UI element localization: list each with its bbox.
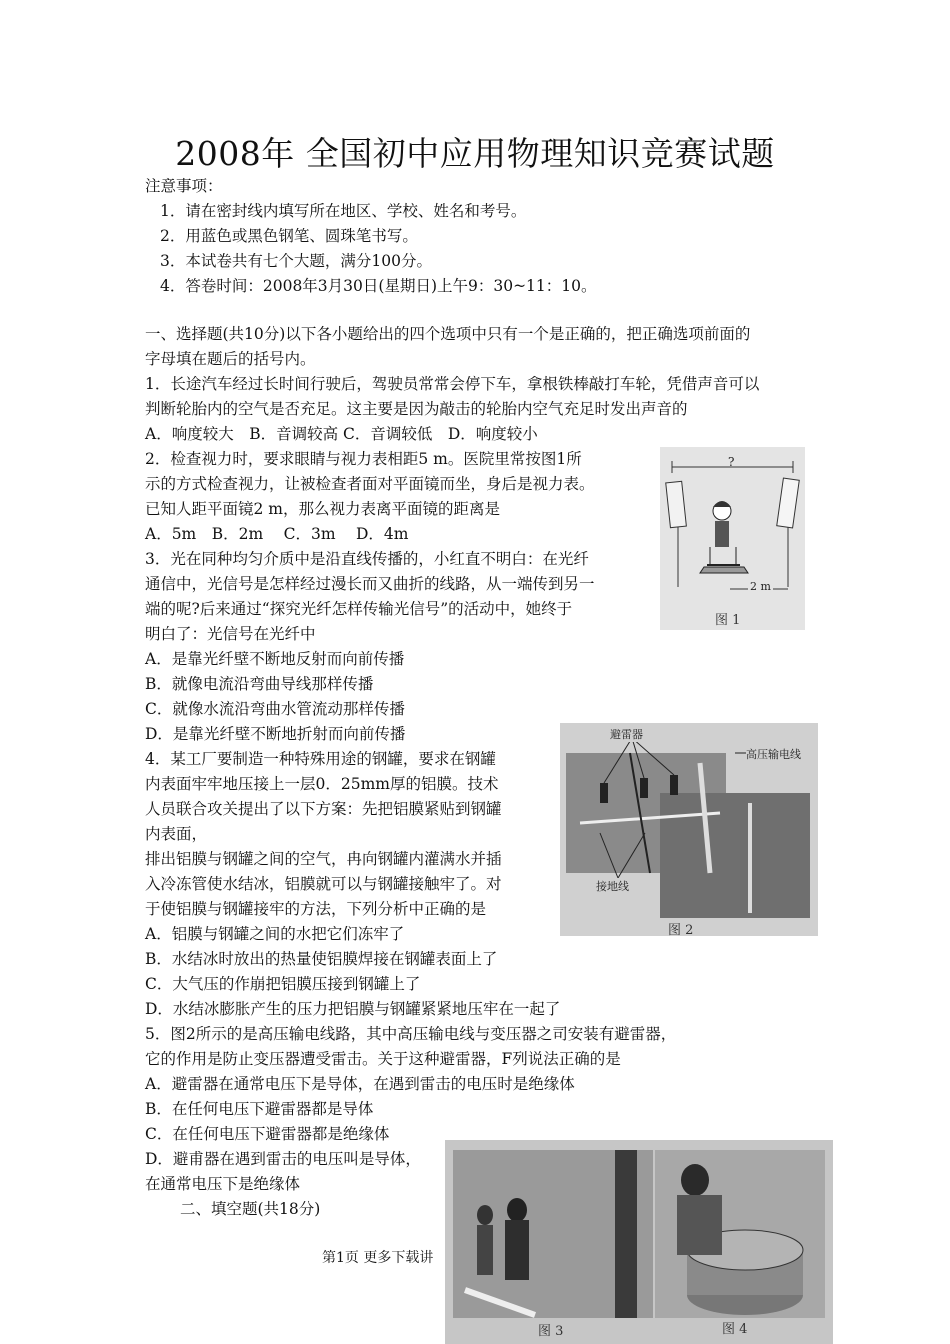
notice-item: 4．答卷时间：2008年3月30日(星期日)上午9：30~11：10。 (160, 277, 597, 295)
q5-option: B．在任何电压下避雷器都是导体 (145, 1100, 374, 1118)
figure-3-caption: 图 3 (538, 1324, 564, 1339)
q2-stem: 已知人距平面镜2 m，那么视力表离平面镜的距离是 (145, 500, 500, 518)
figure-1-caption: 图 1 (715, 613, 741, 628)
q5-stem: 它的作用是防止变压器遭受雷击。关于这种避雷器，F列说法正确的是 (145, 1050, 621, 1068)
section1-intro: 字母填在题后的括号内。 (145, 350, 316, 368)
figure-2-label-line: 高压输电线 (746, 748, 801, 761)
q4-stem: 4．某工厂要制造一种特殊用途的钢罐，要求在钢罐 (145, 750, 496, 768)
figure-2-caption: 图 2 (668, 923, 694, 936)
section2-heading: 二、填空题(共18分) (180, 1200, 321, 1218)
notice-item: 2．用蓝色或黑色钢笔、圆珠笔书写。 (160, 227, 418, 245)
q5-stem: 5．图2所示的是高压输电线路，其中高压输电线与变压器之司安装有避雷器， (145, 1025, 677, 1043)
q2-options: A．5m B．2m C．3m D．4m (145, 525, 409, 543)
q1-stem: 判断轮胎内的空气是否充足。这主要是因为敲击的轮胎内空气充足时发出声音的 (145, 400, 688, 418)
q3-option: C．就像水流沿弯曲水管流动那样传播 (145, 700, 405, 718)
q5-option: A．避雷器在通常电压下是导体，在遇到雷击的电压时是绝缘体 (145, 1075, 575, 1093)
q5-option: D．避甫器在遇到雷击的电压叫是导体， (145, 1150, 421, 1168)
page-title: 2008年 全国初中应用物理知识竞赛试题 (175, 134, 775, 173)
q5-option: 在通常电压下是绝缘体 (145, 1175, 301, 1193)
figure-1 (660, 447, 805, 630)
q1-stem: 1．长途汽车经过长时间行驶后，驾驶员常常会停下车，拿根铁棒敲打车轮，凭借声音可以 (145, 375, 760, 393)
figure-1-drawing (660, 447, 805, 630)
figure-1-distance: 2 m (750, 580, 771, 593)
q3-option: B．就像电流沿弯曲导线那样传播 (145, 675, 374, 693)
notice-heading: 注意事项： (145, 177, 223, 195)
q1-options: A．响度较大 B．音调较高 C．音调较低 D．响度较小 (145, 425, 538, 443)
figure-4-caption: 图 4 (722, 1322, 748, 1337)
q3-stem: 端的呢?后来通过“探究光纤怎样传输光信号”的活动中，她终于 (145, 600, 573, 618)
q4-option: B．水结冰时放出的热量使铝膜焊接在钢罐表面上了 (145, 950, 498, 968)
figure-2-label-arrester: 避雷器 (610, 728, 643, 741)
section1-intro: 一、选择题(共10分)以下各小题给出的四个选项中只有一个是正确的，把正确选项前面的 (145, 325, 751, 343)
q3-stem: 通信中，光信号是怎样经过漫长而又曲折的线路，从一端传到另一 (145, 575, 595, 593)
figure-2-label-ground: 接地线 (596, 880, 629, 893)
q3-stem: 3．光在同种均匀介质中是沿直线传播的，小红直不明白：在光纤 (145, 550, 589, 568)
q4-stem: 入冷冻管使水结冰，铝膜就可以与钢罐接触牢了。对 (145, 875, 502, 893)
q4-option: A．铝膜与钢罐之间的水把它们冻牢了 (145, 925, 405, 943)
q4-stem: 人员联合攻关提出了以下方案：先把铝膜紧贴到钢罐 (145, 800, 502, 818)
figure-3-4-photo (445, 1140, 833, 1344)
q3-option: D．是靠光纤壁不断地折射而向前传播 (145, 725, 406, 743)
q4-option: C．大气压的作崩把铝膜压接到钢罐上了 (145, 975, 421, 993)
page-footer: 第1页 更多下载讲 (322, 1250, 434, 1266)
q4-stem: 内表面， (145, 825, 208, 843)
q5-option: C．在任何电压下避雷器都是绝缘体 (145, 1125, 390, 1143)
q4-option: D．水结冰膨胀产生的压力把铝膜与钢罐紧紧地压牢在一起了 (145, 1000, 561, 1018)
figure-2 (560, 723, 818, 936)
notice-item: 1．请在密封线内填写所在地区、学校、姓名和考号。 (160, 202, 527, 220)
figure-3-4 (445, 1140, 833, 1344)
q2-stem: 2．检查视力时，要求眼睛与视力表相距5 m。医院里常按图1所 (145, 450, 582, 468)
figure-1-question-mark: ? (728, 455, 735, 469)
q4-stem: 内表面牢牢地压接上一层0．25mm厚的铝膜。技术 (145, 775, 499, 793)
q3-option: A．是靠光纤壁不断地反射而向前传播 (145, 650, 405, 668)
q4-stem: 排出铝膜与钢罐之间的空气，冉向钢罐内灌满水并插 (145, 850, 502, 868)
notice-item: 3．本试卷共有七个大题，满分100分。 (160, 252, 432, 270)
q4-stem: 于使铝膜与钢罐接牢的方法，下列分析中正确的是 (145, 900, 487, 918)
q2-stem: 示的方式检查视力，让被检查者面对平面镜而坐，身后是视力表。 (145, 475, 595, 493)
q3-stem: 明白了：光信号在光纤中 (145, 625, 316, 643)
